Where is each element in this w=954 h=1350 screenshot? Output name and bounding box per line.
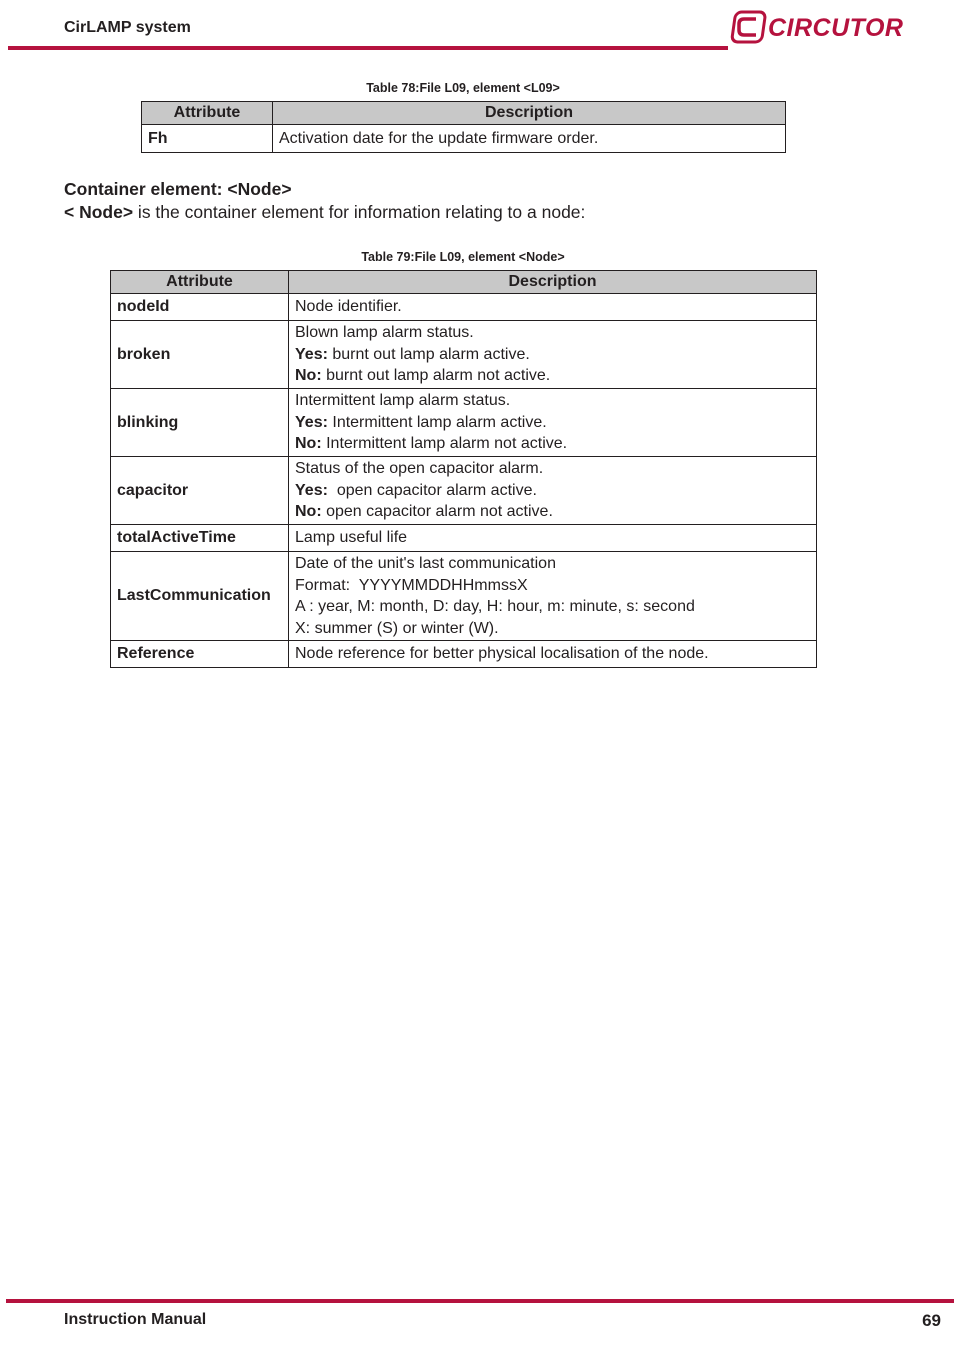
table-row xyxy=(111,294,817,321)
no-text: open capacitor alarm not active. xyxy=(321,503,553,521)
description-line: Status of the open capacitor alarm. xyxy=(295,460,544,478)
footer-rule xyxy=(6,1299,954,1303)
description-line: Intermittent lamp alarm status. xyxy=(295,392,511,410)
column-header-description: Description xyxy=(289,271,817,294)
description-line: A : year, M: month, D: day, H: hour, m: minute, s: second xyxy=(295,598,695,615)
description-cell xyxy=(289,457,817,525)
yes-label: Yes: xyxy=(295,413,328,431)
table-header-row xyxy=(142,102,786,125)
no-line xyxy=(295,365,810,387)
attribute-cell: nodeId xyxy=(111,294,289,321)
attribute-cell: Fh xyxy=(142,125,273,153)
table-header-row xyxy=(111,271,817,294)
attribute-cell: LastCommunication xyxy=(111,552,289,641)
yes-label: Yes: xyxy=(295,481,328,499)
intro-bold: < Node> xyxy=(64,202,134,222)
attribute-cell: totalActiveTime xyxy=(111,525,289,552)
yes-text: Intermittent lamp alarm active. xyxy=(327,413,547,431)
footer-manual-title: Instruction Manual xyxy=(64,1311,207,1328)
description-cell xyxy=(289,641,817,668)
no-label: No: xyxy=(295,503,322,521)
description-cell xyxy=(289,294,817,321)
column-header-attribute: Attribute xyxy=(111,271,289,294)
intro-rest: is the container element for information relating to a node: xyxy=(133,202,586,222)
table-row xyxy=(111,525,817,552)
description-cell xyxy=(289,525,817,552)
no-label: No: xyxy=(295,435,322,453)
no-label: No: xyxy=(295,367,322,385)
circutor-logo-icon xyxy=(730,10,910,44)
section-intro xyxy=(64,202,585,223)
table-row xyxy=(111,389,817,457)
description-line: Format: YYYYMMDDHHmmssX xyxy=(295,576,528,594)
yes-line xyxy=(295,344,810,366)
description-line: Node reference for better physical localisation of the node. xyxy=(295,645,709,663)
yes-line xyxy=(295,412,810,434)
no-line xyxy=(295,501,810,523)
table-row xyxy=(111,321,817,389)
table79-caption: Table 79:File L09, element <Node> xyxy=(361,250,565,264)
table79 xyxy=(110,270,817,668)
description-line: Blown lamp alarm status. xyxy=(295,324,474,342)
description-cell xyxy=(289,321,817,389)
attribute-cell: blinking xyxy=(111,389,289,457)
attribute-cell: broken xyxy=(111,321,289,389)
attribute-cell: Reference xyxy=(111,641,289,668)
no-line xyxy=(295,433,810,455)
table78-caption: Table 78:File L09, element <L09> xyxy=(366,81,560,95)
description-cell xyxy=(289,389,817,457)
table-row xyxy=(111,457,817,525)
header-rule xyxy=(8,46,728,50)
description-line: X: summer (S) or winter (W). xyxy=(295,619,499,637)
yes-text: burnt out lamp alarm active. xyxy=(327,345,530,363)
yes-line xyxy=(295,480,810,502)
page-number: 69 xyxy=(922,1311,941,1330)
table78 xyxy=(141,101,786,153)
column-header-attribute: Attribute xyxy=(142,102,273,125)
yes-label: Yes: xyxy=(295,345,328,363)
description-cell xyxy=(289,552,817,641)
yes-text: open capacitor alarm active. xyxy=(327,481,537,499)
description-cell: Activation date for the update firmware order. xyxy=(273,125,786,153)
attribute-cell: capacitor xyxy=(111,457,289,525)
description-line: Lamp useful life xyxy=(295,529,408,547)
table-row xyxy=(111,552,817,641)
description-line: Date of the unit's last communication xyxy=(295,555,556,572)
table-row xyxy=(111,641,817,668)
no-text: Intermittent lamp alarm not active. xyxy=(321,435,568,453)
header-title: CirLAMP system xyxy=(64,19,191,36)
logo-text: CIRCUTOR xyxy=(768,14,904,42)
column-header-description: Description xyxy=(273,102,786,125)
description-line: Node identifier. xyxy=(295,298,402,316)
circutor-logo xyxy=(730,10,910,44)
no-text: burnt out lamp alarm not active. xyxy=(321,367,551,385)
table-row xyxy=(142,125,786,153)
section-heading: Container element: <Node> xyxy=(64,179,292,199)
